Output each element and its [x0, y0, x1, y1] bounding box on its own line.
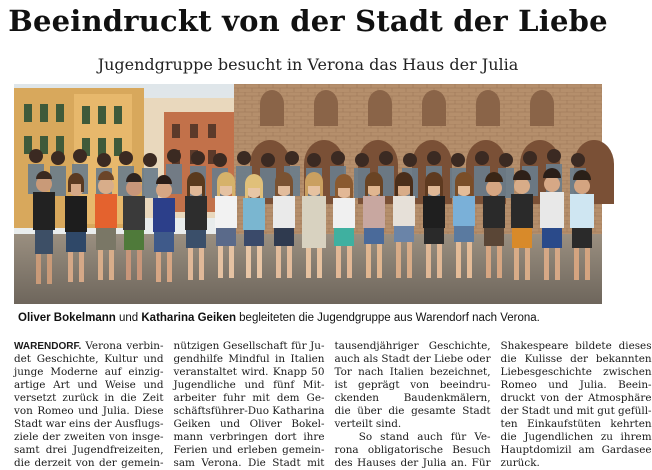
group-photo [14, 84, 602, 304]
body-line: verteilt sind. [334, 418, 402, 430]
article-column-4 [500, 340, 652, 469]
body-line: Stadt war eins der Ausflugs- [14, 418, 164, 430]
group-photo-image [14, 84, 602, 304]
body-line: die Kulisse der bekannten [500, 353, 652, 365]
body-line: Jugendliche und fünf Mit- [173, 379, 325, 391]
article-subheadline: Jugendgruppe besucht in Verona das Haus der Julia [97, 55, 519, 74]
body-line: junge Moderne auf einzig- [14, 366, 164, 378]
body-line: versetzt zurück in die Zeit [14, 392, 164, 404]
article-body [14, 340, 652, 469]
article-headline: Beeindruckt von der Stadt der Liebe [8, 4, 608, 38]
body-line: det Geschichte, Kultur und [14, 353, 164, 365]
body-line: ist geprägt von beeindru- [334, 379, 491, 391]
body-line: rona obligatorische Besuch [334, 444, 491, 456]
body-line: artige Art und Weise und [14, 379, 164, 391]
caption-text: begleiteten die Jugendgruppe aus Warendorf nach Verona. [235, 312, 540, 324]
body-line: auch als Stadt der Liebe oder [334, 353, 491, 365]
body-line: arbeiter fuhr mit dem Ge- [173, 392, 325, 404]
caption-connector: und [115, 312, 142, 324]
body-line: Shakespeare bildete dieses [500, 340, 652, 352]
body-line: Liebesgeschichte zwischen [500, 366, 652, 378]
body-line: nützigen Gesellschaft für Ju- [173, 340, 325, 352]
body-line: sam Verona. Die Stadt mit [173, 457, 325, 469]
body-line: der Stadt und mit gut gefüll- [500, 405, 652, 417]
article-column-1 [14, 340, 164, 469]
body-line: ziele der zweiten von insge- [14, 431, 164, 443]
body-line: Romeo und Julia. Beein- [500, 379, 652, 391]
body-line: veranstaltet wird. Knapp 50 [173, 366, 325, 378]
body-line: zurück. [500, 457, 540, 469]
body-line: des Hauses der Julia an. Für [334, 457, 491, 469]
body-line: mann verbringen dort ihre [173, 431, 325, 443]
body-line: die derzeit von der gemein- [14, 457, 164, 469]
article-column-2 [173, 340, 325, 469]
article-column-3 [334, 340, 491, 469]
body-line: ten Einkaufstüten kehrten [500, 418, 652, 430]
body-line: Hauptdomizil am Gardasee [500, 444, 652, 456]
photo-caption [18, 312, 608, 324]
body-line: von Romeo und Julia. Diese [14, 405, 164, 417]
body-line: Ferien und erleben gemein- [173, 444, 325, 456]
dateline: WARENDORF. [14, 341, 82, 352]
caption-name-2: Katharina Geiken [141, 312, 236, 324]
body-line: samt drei Jugendfreizeiten, [14, 444, 164, 456]
caption-name-1: Oliver Bokelmann [18, 312, 116, 324]
body-line: druckt von der Atmosphäre [500, 392, 652, 404]
body-line: tausendjähriger Geschichte, [334, 340, 491, 352]
body-line: So stand auch für Ve- [334, 431, 491, 443]
body-line: ckenden Baudenkmälern, [334, 392, 491, 404]
body-line: die über die gesamte Stadt [334, 405, 491, 417]
body-line: die Jugendlichen zu ihrem [500, 431, 652, 443]
body-line: WARENDORF. Verona verbin- [14, 340, 164, 352]
body-line: Geiken und Oliver Bokel- [173, 418, 325, 430]
body-line: Tor nach Italien bezeichnet, [334, 366, 491, 378]
body-line: gendhilfe Mindful in Italien [173, 353, 325, 365]
body-line: schäftsführer-Duo Katharina [173, 405, 325, 417]
